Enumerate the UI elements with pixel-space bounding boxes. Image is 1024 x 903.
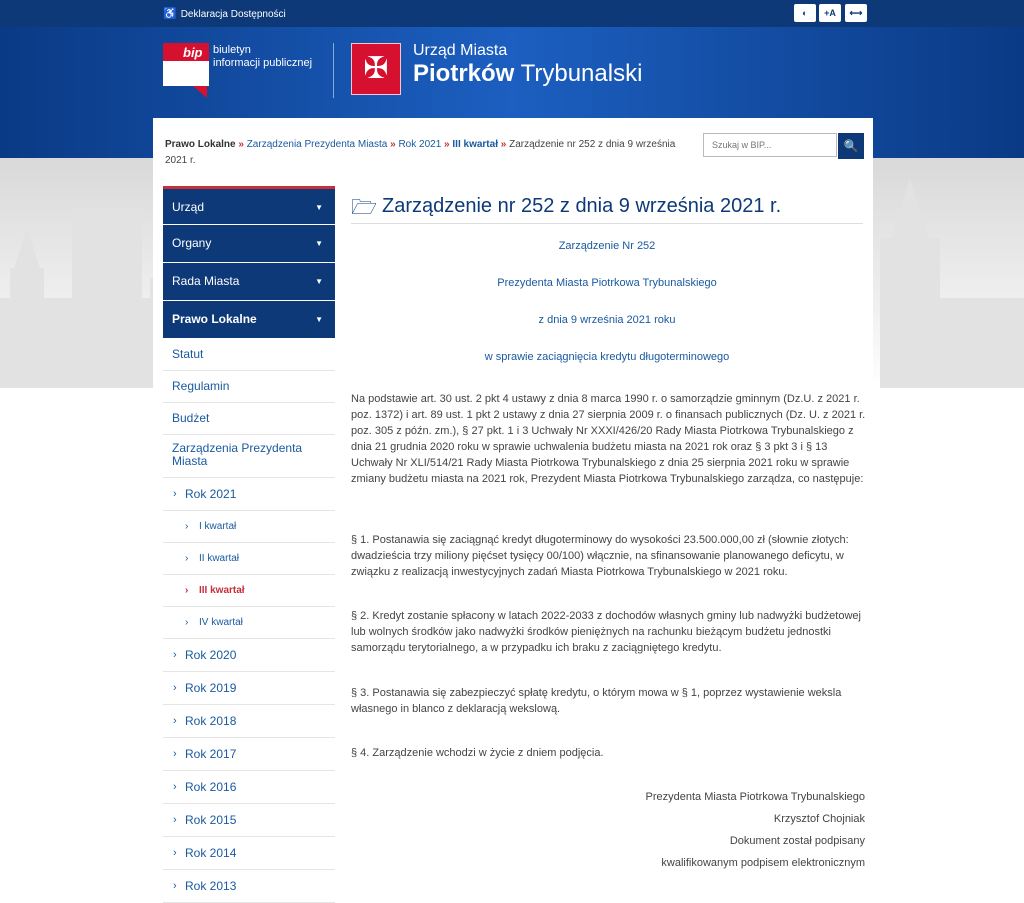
signature-note-2: kwalifikowanym podpisem elektronicznym <box>661 857 865 869</box>
header-divider <box>333 43 334 98</box>
sidebar-item-urzad[interactable]: Urząd ▼ <box>163 186 335 225</box>
accessibility-link[interactable]: ♿ Deklaracja Dostępności <box>163 8 286 20</box>
sidebar-year[interactable]: › Rok 2019 <box>163 672 335 705</box>
chevron-down-icon: ▼ <box>315 239 323 248</box>
search-button[interactable] <box>838 133 864 159</box>
sidebar-year[interactable]: › Rok 2017 <box>163 738 335 771</box>
doc-heading-author: Prezydenta Miasta Piotrkowa Trybunalskiego <box>497 277 717 289</box>
sidebar-menu <box>163 186 335 903</box>
chevron-right-icon: › <box>173 682 177 694</box>
contrast-button[interactable]: ◐ <box>794 4 816 22</box>
sidebar-item-organy[interactable]: Organy ▼ <box>163 225 335 263</box>
signature-name: Krzysztof Chojniak <box>773 813 865 825</box>
breadcrumb: Prawo Lokalne » Zarządzenia Prezydenta Miasta » Rok 2021 » III kwartał » Zarządzenie nr 252 z dnia 9 września 2021 r. <box>165 139 676 166</box>
width-toggle-button[interactable]: ⟷ <box>845 4 867 22</box>
doc-heading-date: z dnia 9 września 2021 roku <box>538 314 676 326</box>
chevron-right-icon: › <box>173 814 177 826</box>
search-icon: 🔍 <box>843 139 859 153</box>
sidebar-quarter[interactable]: › IV kwartał <box>163 607 335 639</box>
sidebar-sub-statut[interactable]: Statut <box>163 339 335 371</box>
sidebar-sub-budzet[interactable]: Budżet <box>163 403 335 435</box>
sidebar-sub-regulamin[interactable]: Regulamin <box>163 371 335 403</box>
sidebar-quarter[interactable]: › I kwartał <box>163 511 335 543</box>
sidebar-year[interactable]: › Rok 2018 <box>163 705 335 738</box>
doc-paragraph-2: § 2. Kredyt zostanie spłacony w latach 2022-2033 z dochodów własnych gminy lub nadwyżki budżetowej lub wolnych środków jako nadwyżki środków pieniężnych na rachunku bieżącym budżetu jednostki samorządu terytorialnego, a w przypadku ich braku z zaciągniętego kredytu. <box>351 610 861 654</box>
chevron-right-icon: › <box>185 617 189 628</box>
chevron-right-icon: › <box>173 880 177 892</box>
page-title: 🗁 Zarządzenie nr 252 z dnia 9 września 2021 r. <box>351 193 863 224</box>
signature-note: Dokument został podpisany <box>729 835 865 847</box>
city-office-label: Urząd Miasta <box>413 42 508 59</box>
bip-logo-text: biuletyn informacji publicznej <box>213 44 313 69</box>
wheelchair-icon: ♿ <box>163 8 177 20</box>
sidebar-sub-zarzadzenia[interactable]: Zarządzenia Prezydenta Miasta <box>163 435 335 478</box>
sidebar-quarter-current[interactable]: › III kwartał <box>163 575 335 607</box>
sidebar-year[interactable]: › Rok 2013 <box>163 870 335 903</box>
chevron-right-icon: › <box>185 585 189 596</box>
doc-paragraph-4: § 4. Zarządzenie wchodzi w życie z dniem podjęcia. <box>351 747 604 759</box>
chevron-right-icon: › <box>173 847 177 859</box>
eagle-crest-icon: ✠ <box>351 43 401 95</box>
doc-heading-subject: w sprawie zaciągnięcia kredytu długoterminowego <box>484 351 730 363</box>
sidebar-quarter[interactable]: › II kwartał <box>163 543 335 575</box>
breadcrumb-item[interactable]: Zarządzenia Prezydenta Miasta <box>246 139 388 150</box>
top-bar <box>0 0 1024 27</box>
folder-open-icon: 🗁 <box>351 196 378 219</box>
chevron-down-icon: ▼ <box>315 277 323 286</box>
signature-title: Prezydenta Miasta Piotrkowa Trybunalskiego <box>645 791 865 803</box>
chevron-right-icon: › <box>173 715 177 727</box>
city-name[interactable]: Piotrków Trybunalski <box>413 60 643 87</box>
doc-paragraph-1: § 1. Postanawia się zaciągnąć kredyt długoterminowy do wysokości 23.500.000,00 zł (słownie złotych: dwadzieścia trzy miliony pięćset tysięcy 00/100) włącznie, na sfinansowanie planowanego deficytu, w związku z realizacją inwestycyjnych zadań Miasta Piotrkowa Trybunalskiego w 2021 roku. <box>351 534 849 578</box>
chevron-right-icon: › <box>173 748 177 760</box>
doc-paragraph-3: § 3. Postanawia się zabezpieczyć spłatę kredytu, o którym mowa w § 1, poprzez wystawienie weksla własnego in blanco z deklaracją wekslową. <box>351 687 842 715</box>
breadcrumb-current: Zarządzenie nr 252 z dnia 9 września 2021 r. <box>165 139 676 166</box>
sidebar-year[interactable]: › Rok 2014 <box>163 837 335 870</box>
sidebar-item-rada-miasta[interactable]: Rada Miasta ▼ <box>163 263 335 301</box>
search-input[interactable] <box>703 133 837 157</box>
sidebar-item-prawo-lokalne[interactable]: Prawo Lokalne ▼ <box>163 301 335 339</box>
breadcrumb-item[interactable]: III kwartał <box>452 139 498 150</box>
search-box <box>703 133 863 159</box>
sidebar-year-2021[interactable]: › Rok 2021 <box>163 478 335 511</box>
breadcrumb-item[interactable]: Prawo Lokalne <box>165 139 236 150</box>
sidebar-year[interactable]: › Rok 2020 <box>163 639 335 672</box>
chevron-right-icon: › <box>173 488 177 500</box>
chevron-right-icon: › <box>173 781 177 793</box>
bip-logo[interactable]: bip <box>163 43 209 86</box>
doc-heading-number: Zarządzenie Nr 252 <box>558 240 656 252</box>
chevron-right-icon: › <box>185 521 189 532</box>
chevron-down-icon: ▼ <box>315 203 323 212</box>
breadcrumb-item[interactable]: Rok 2021 <box>398 139 442 150</box>
sidebar-year[interactable]: › Rok 2016 <box>163 771 335 804</box>
chevron-right-icon: › <box>185 553 189 564</box>
font-size-button[interactable]: +A <box>819 4 841 22</box>
doc-intro: Na podstawie art. 30 ust. 2 pkt 4 ustawy z dnia 8 marca 1990 r. o samorządzie gminnym (Dz.U. z 2021 r. poz. 1372) i art. 89 ust. 1 pkt 2 ustawy z dnia 27 sierpnia 2009 r. o finansach publicznych (Dz. U. z 2021 r. poz. 305 z późn. zm.), § 27 pkt. 1 i 3 Uchwały Nr XXXI/426/20 Rady Miasta Piotrkowa Trybunalskiego z dnia 21 grudnia 2020 roku w sprawie uchwalenia budżetu miasta na 2021 rok oraz § 3 pkt 3 i § 13 Uchwały Nr XLI/514/21 Rady Miasta Piotrkowa Trybunalskiego z dnia 25 sierpnia 2021 roku w sprawie zmiany budżetu miasta na 2021 rok, Prezydent Miasta Piotrkowa Trybunalskiego zarządza, co następuje: <box>351 393 866 485</box>
chevron-down-icon: ▼ <box>315 315 323 324</box>
sidebar-year[interactable]: › Rok 2015 <box>163 804 335 837</box>
chevron-right-icon: › <box>173 649 177 661</box>
